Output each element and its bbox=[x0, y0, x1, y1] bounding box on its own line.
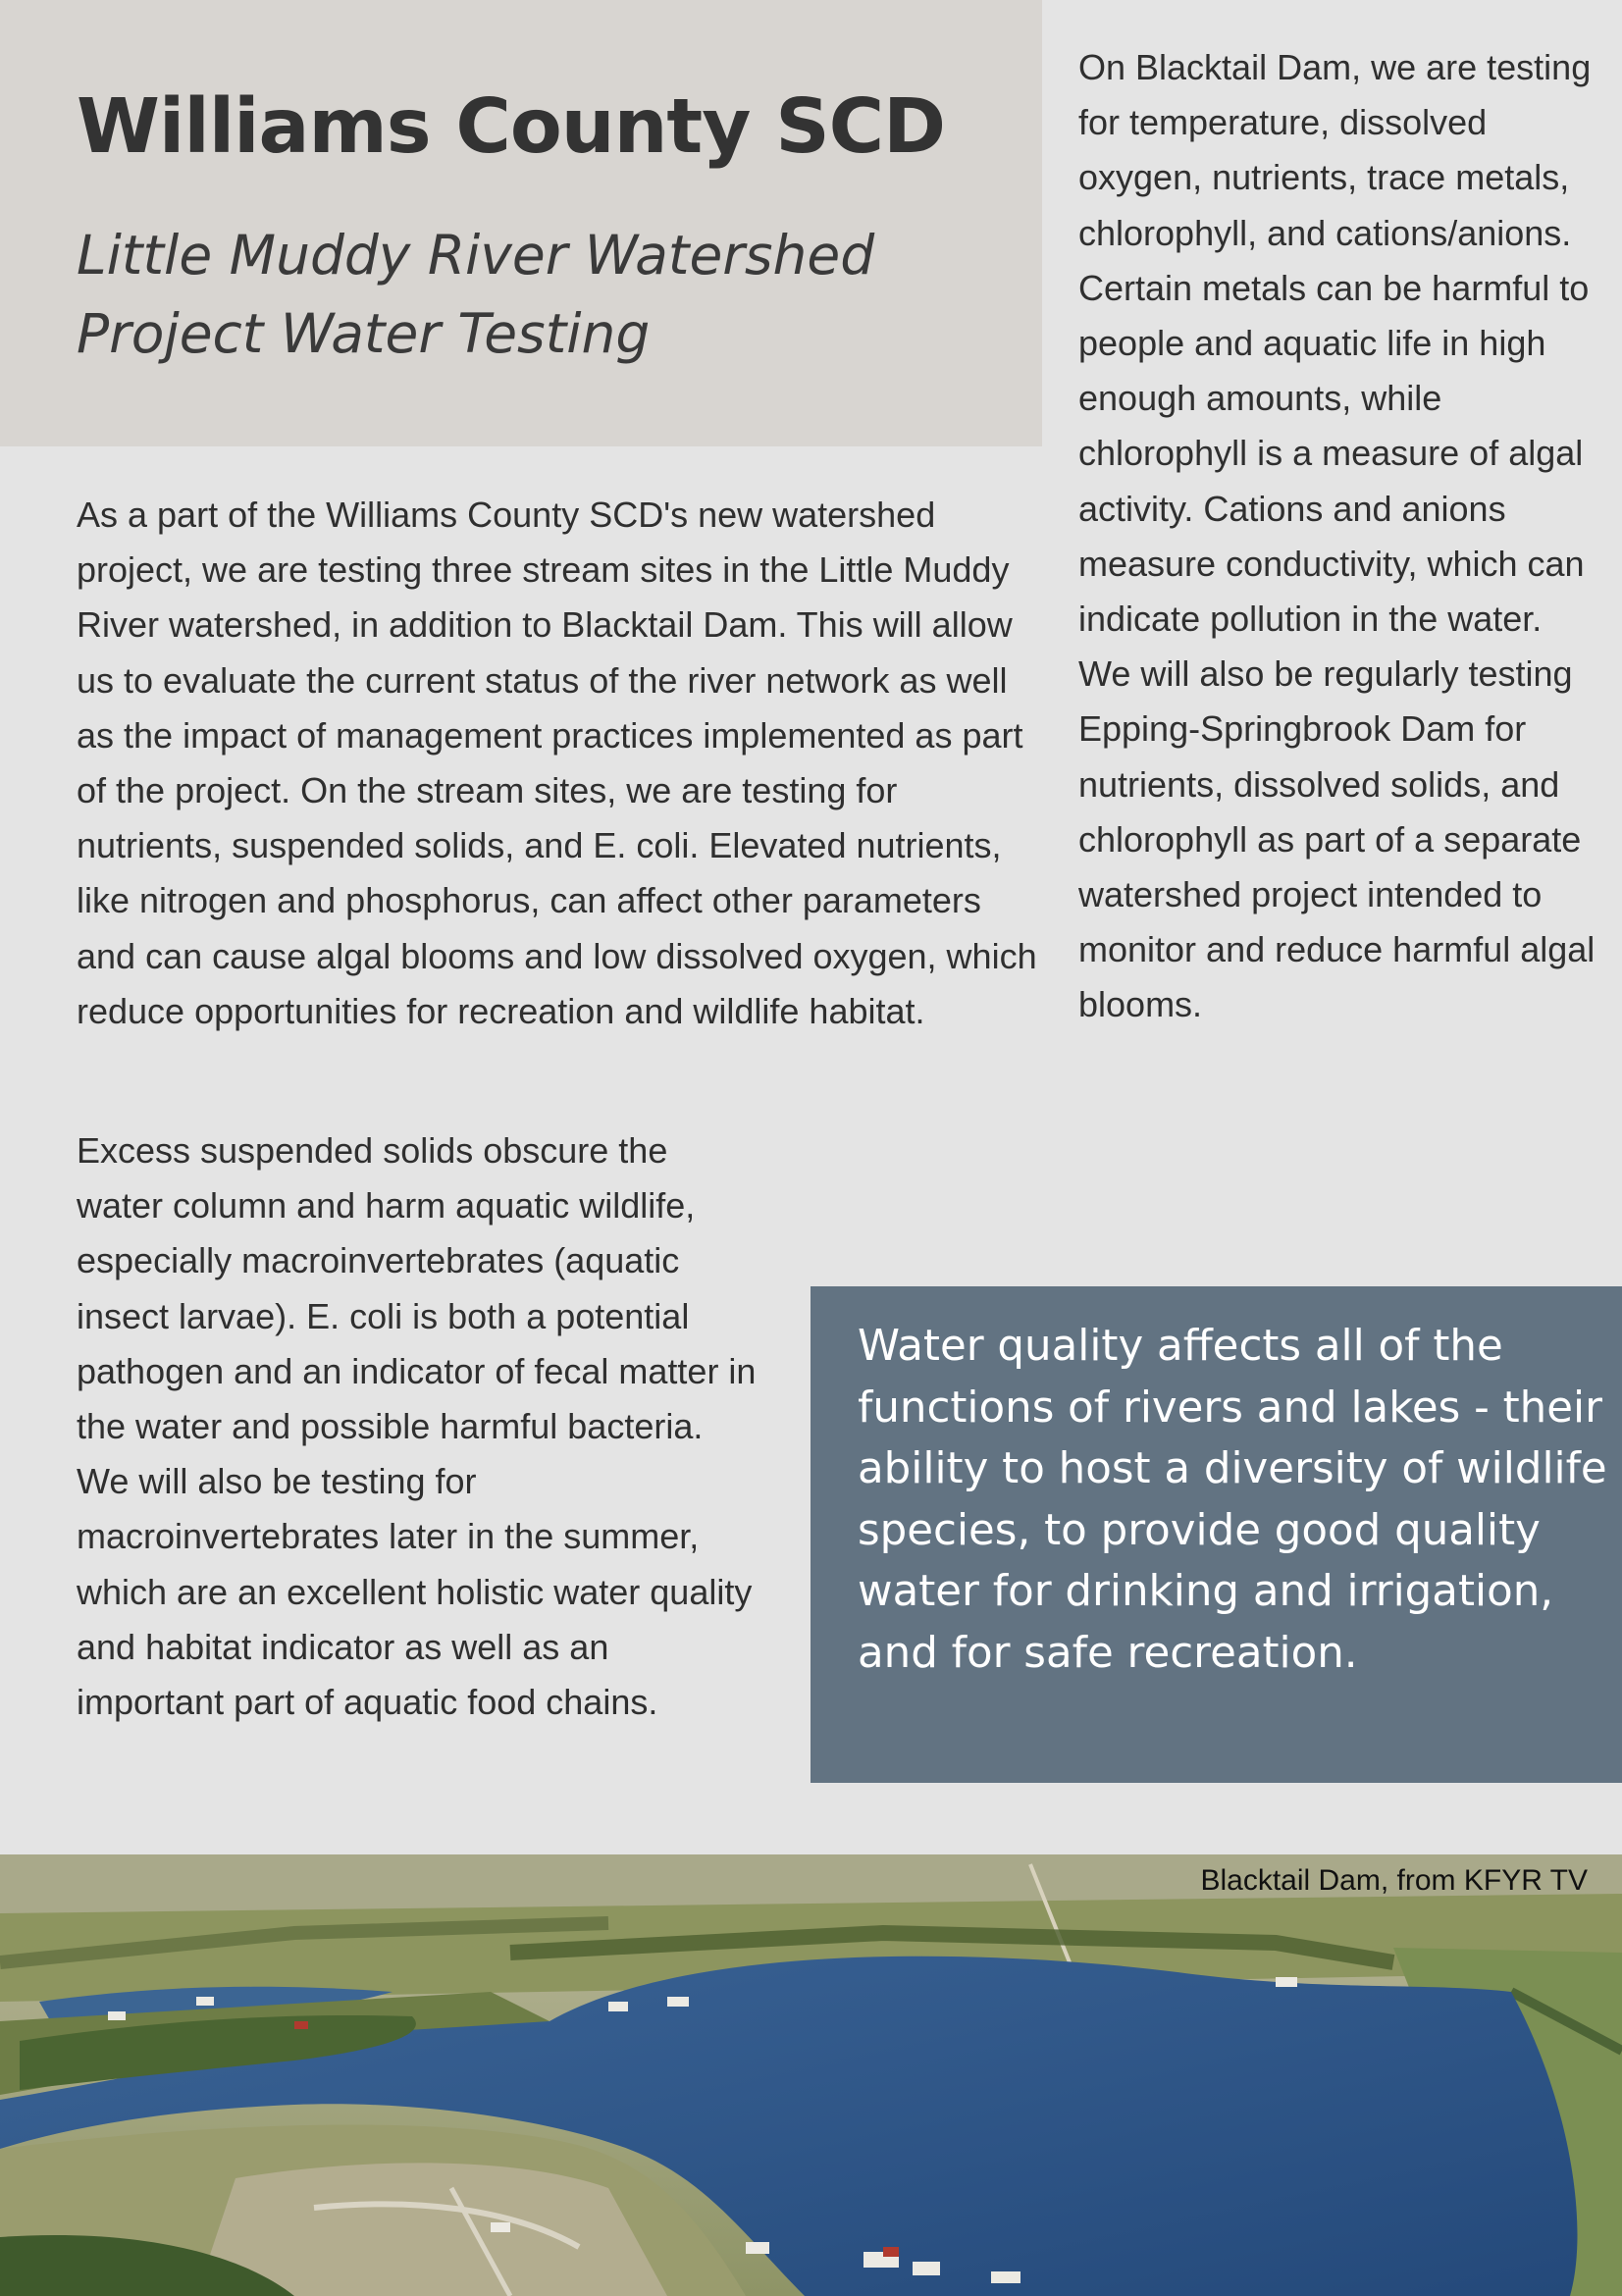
pull-quote-box bbox=[811, 1286, 1622, 1783]
page-title: Williams County SCD bbox=[77, 83, 946, 171]
header-panel bbox=[0, 0, 1042, 446]
pull-quote-text: Water quality affects all of the functions of rivers and lakes - their ability to host a diversity of wildlife species, to provide good quality water for drinking and irrigation, and for safe recreation. bbox=[858, 1322, 1607, 1678]
subtitle-line-2: Project Water Testing bbox=[77, 302, 651, 365]
blacktail-dam-photo bbox=[0, 1854, 1622, 2296]
aerial-lake-image bbox=[0, 1854, 1622, 2296]
photo-caption: Blacktail Dam, from KFYR TV bbox=[1200, 1864, 1588, 1897]
suspended-solids-paragraph: Excess suspended solids obscure the water column and harm aquatic wildlife, especially macroinvertebrates (aquatic insect larvae). E. coli is both a potential pathogen and an indicator of fecal matter in the water and possible harmful bacteria. We will also be testing for macroinvertebrates later in the summer, which are an excellent holistic water quality and habitat indicator as well as an important part of aquatic food chains. bbox=[77, 1130, 757, 1723]
intro-paragraph: As a part of the Williams County SCD's new watershed project, we are testing three stream sites in the Little Muddy River watershed, in addition to Blacktail Dam. This will allow us to evaluate the current status of the river network as well as the impact of management practices implemented as part of the project. On the stream sites, we are testing for nutrients, suspended solids, and E. coli. Elevated nutrients, like nitrogen and phosphorus, can affect other parameters and can cause algal blooms and low dissolved oxygen, which reduce opportunities for recreation and wildlife habitat. bbox=[77, 495, 1037, 1031]
page-subtitle bbox=[77, 216, 1019, 373]
blacktail-dam-paragraph: On Blacktail Dam, we are testing for temperature, dissolved oxygen, nutrients, trace metals, chlorophyll, and cations/anions. Certain metals can be harmful to people and aquatic life in high enough amounts, while chlorophyll is a measure of algal activity. Cations and anions measure conductivity, which can indicate pollution in the water. We will also be regularly testing Epping-Springbrook Dam for nutrients, dissolved solids, and chlorophyll as part of a separate watershed project intended to monitor and reduce harmful algal blooms. bbox=[1078, 47, 1596, 1025]
subtitle-line-1: Little Muddy River Watershed bbox=[77, 224, 875, 287]
